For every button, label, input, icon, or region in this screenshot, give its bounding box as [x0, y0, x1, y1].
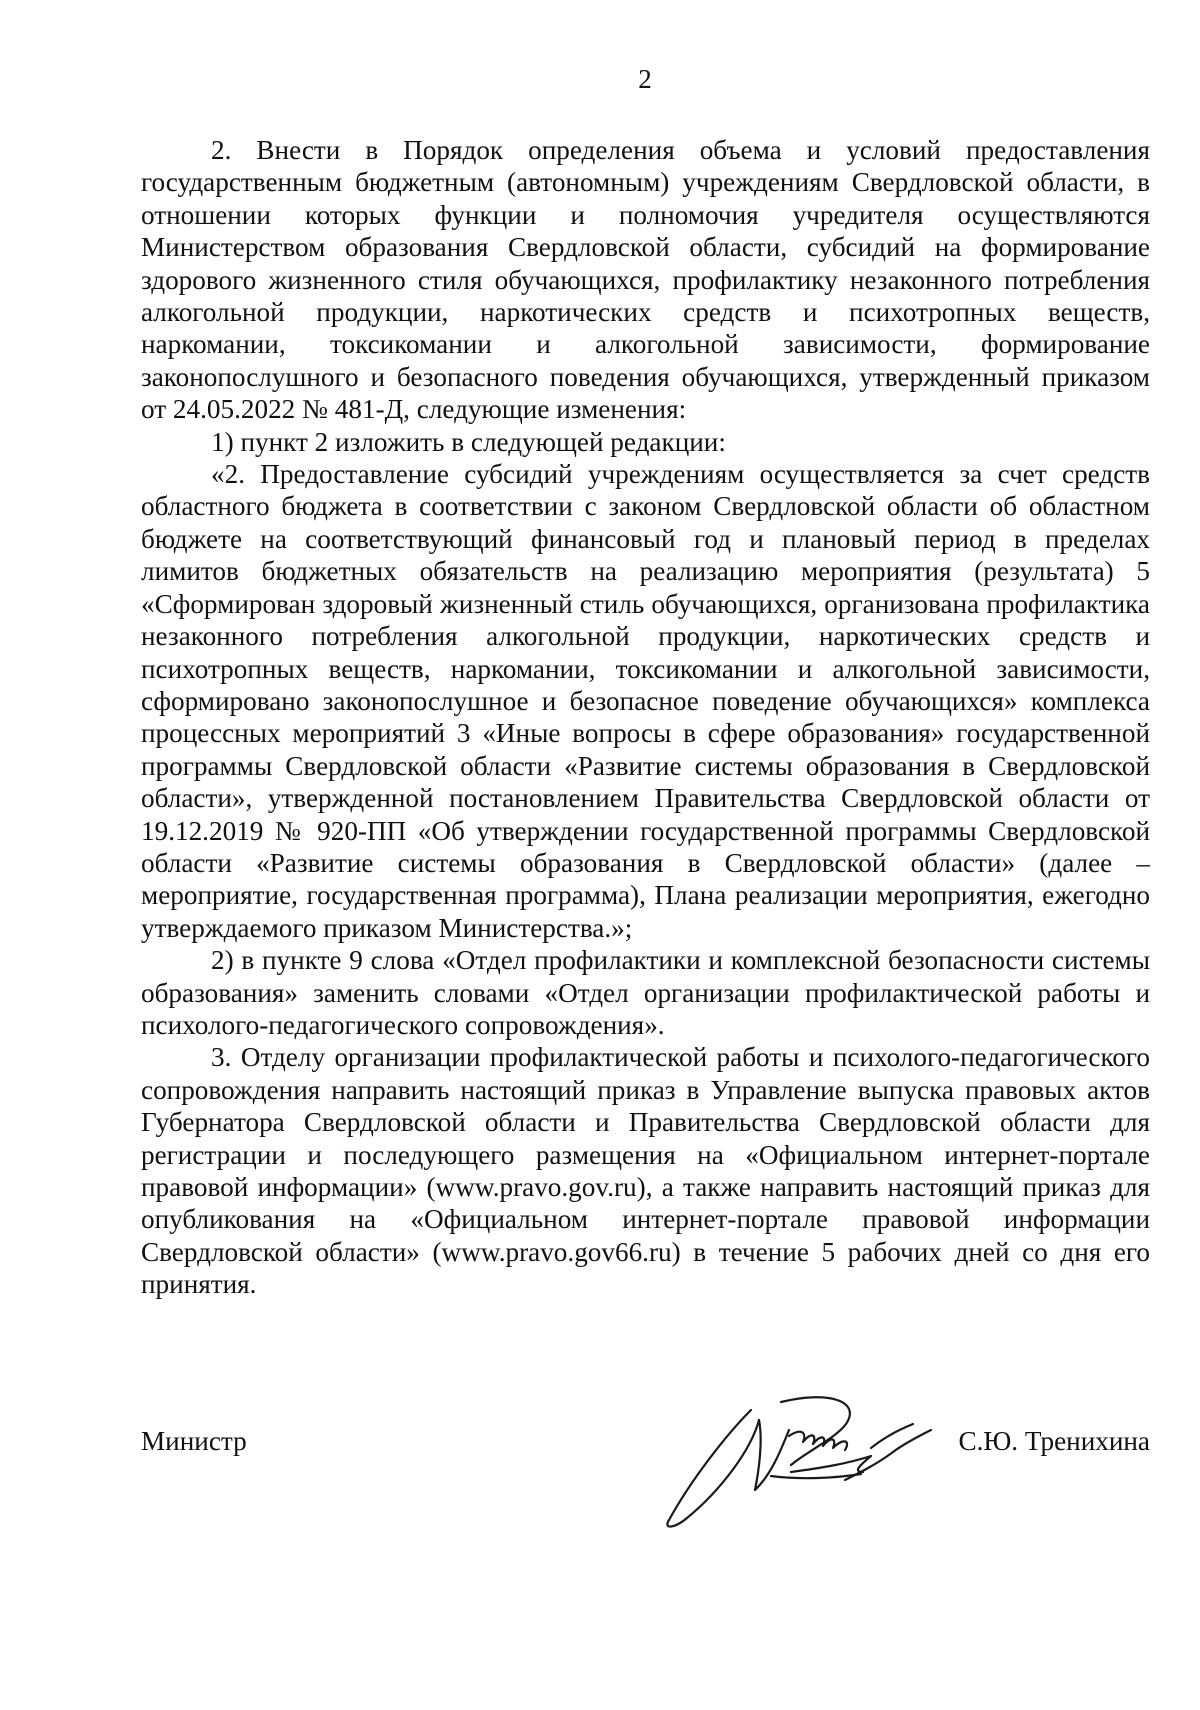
signatory-title: Министр [141, 1426, 247, 1456]
paragraph-item-3: 3. Отделу организации профилактической работы и психолого-педагогического сопровождения направить настоящий приказ в Управление выпуска правовых актов Губернатора Свердловской области и Правительства Свердловской области для регистрации и последующего размещения на «Официальном интернет-портале правовой информации» (www.pravo.gov.ru), а также направить настоящий приказ для опубликования на «Официальном интернет-портале правовой информации Свердловской области» (www.pravo.gov66.ru) в течение 5 рабочих дней со дня его принятия. [141, 1042, 1150, 1300]
signature-block [141, 1390, 1150, 1540]
paragraph-subitem-2: 2) в пункте 9 слова «Отдел профилактики и комплексной безопасности системы образования» заменить словами «Отдел организации профилактической работы и психолого-педагогического сопровождения». [141, 945, 1150, 1040]
signatory-name: С.Ю. Тренихина [958, 1426, 1150, 1456]
page-number: 2 [638, 64, 652, 94]
document-body [141, 134, 1150, 1301]
paragraph-subitem-1: 1) пункт 2 изложить в следующей редакции: [211, 426, 726, 457]
paragraph-quoted-item-2: «2. Предоставление субсидий учреждениям осуществляется за счет средств областного бюджета в соответствии с законом Свердловской области об областном бюджете на соответствующий финансовый год и плановый период в пределах лимитов бюджетных обязательств на реализацию мероприятия (результата) 5 «Сформирован здоровый жизненный стиль обучающихся, организована профилактика незаконного потребления алкогольной продукции, наркотических средств и психотропных веществ, наркомании, токсикомании и алкогольной зависимости, сформировано законопослушное и безопасное поведение обучающихся» комплекса процессных мероприятий 3 «Иные вопросы в сфере образования» государственной программы Свердловской области «Развитие системы образования в Свердловской области», утвержденной постановлением Правительства Свердловской области от 19.12.2019 № 920-ПП «Об утверждении государственной программы Свердловской области «Развитие системы образования в Свердловской области» (далее – мероприятие, государственная программа), Плана реализации мероприятия, ежегодно утверждаемого приказом Министерства.»; [141, 459, 1150, 943]
paragraph-item-2: 2. Внести в Порядок определения объема и условий предоставления государственным бюджетным (автономным) учреждениям Свердловской области, в отношении которых функции и полномочия учредителя осуществляются Министерством образования Свердловской области, субсидий на формирование здорового жизненного стиля обучающихся, профилактику незаконного потребления алкогольной продукции, наркотических средств и психотропных веществ, наркомании, токсикомании и алкогольной зависимости, формирование законопослушного и безопасного поведения обучающихся, утвержденный приказом от 24.05.2022 № 481-Д, следующие изменения: [141, 135, 1150, 425]
handwritten-signature [631, 1380, 1031, 1540]
